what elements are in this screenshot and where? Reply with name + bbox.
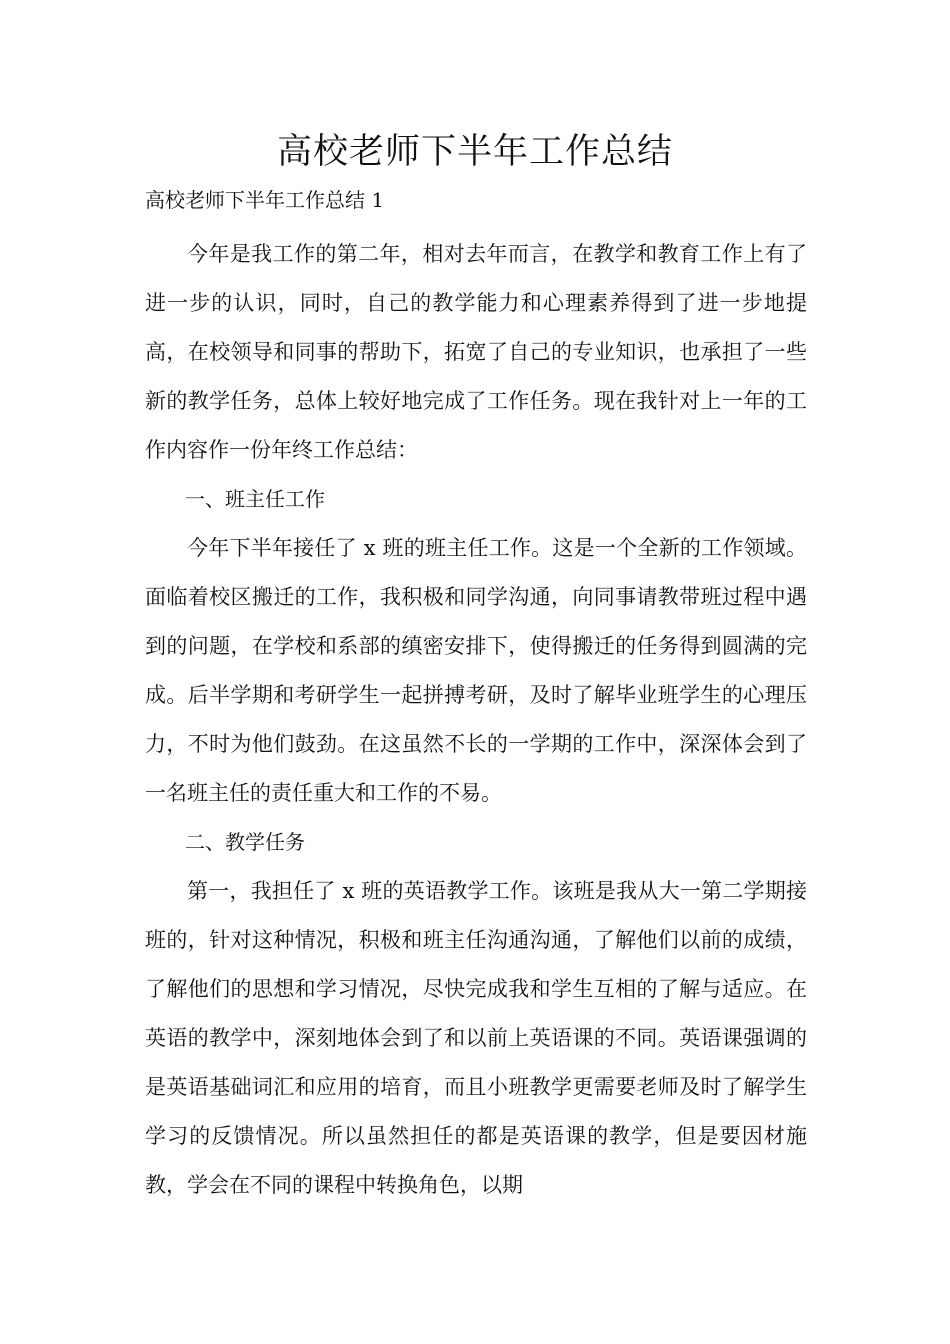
section-heading-teaching: 二、教学任务 [185, 830, 305, 854]
paragraph-class-teacher: 今年下半年接任了 x 班的班主任工作。这是一个全新的工作领域。面临着校区搬迁的工作，我积极和同学沟通，向同事请教带班过程中遇到的问题，在学校和系部的缜密安排下，使得搬迁的任务得到圆满的完成。后半学期和考研学生一起拼搏考研，及时了解毕业班学生的心理压力，不时为他们鼓劲。在这虽然不长的一学期的工作中，深深体会到了一名班主任的责任重大和工作的不易。 [145, 536, 807, 805]
paragraph-intro: 今年是我工作的第二年，相对去年而言，在教学和教育工作上有了进一步的认识，同时，自己的教学能力和心理素养得到了进一步地提高，在校领导和同事的帮助下，拓宽了自己的专业知识，也承担了一些新的教学任务，总体上较好地完成了工作任务。现在我针对上一年的工作内容作一份年终工作总结： [145, 242, 807, 462]
section-heading-class-teacher: 一、班主任工作 [185, 487, 325, 511]
document-body [145, 230, 807, 1210]
document-title: 高校老师下半年工作总结 [276, 132, 673, 172]
paragraph-teaching: 第一，我担任了 x 班的英语教学工作。该班是我从大一第二学期接班的，针对这种情况，积极和班主任沟通沟通，了解他们以前的成绩，了解他们的思想和学习情况，尽快完成我和学生互相的了解与适应。在英语的教学中，深刻地体会到了和以前上英语课的不同。英语课强调的是英语基础词汇和应用的培育，而且小班教学更需要老师及时了解学生学习的反馈情况。所以虽然担任的都是英语课的教学，但是要因材施教，学会在不同的课程中转换角色，以期 [145, 879, 807, 1197]
document-subtitle: 高校老师下半年工作总结 1 [145, 188, 385, 212]
